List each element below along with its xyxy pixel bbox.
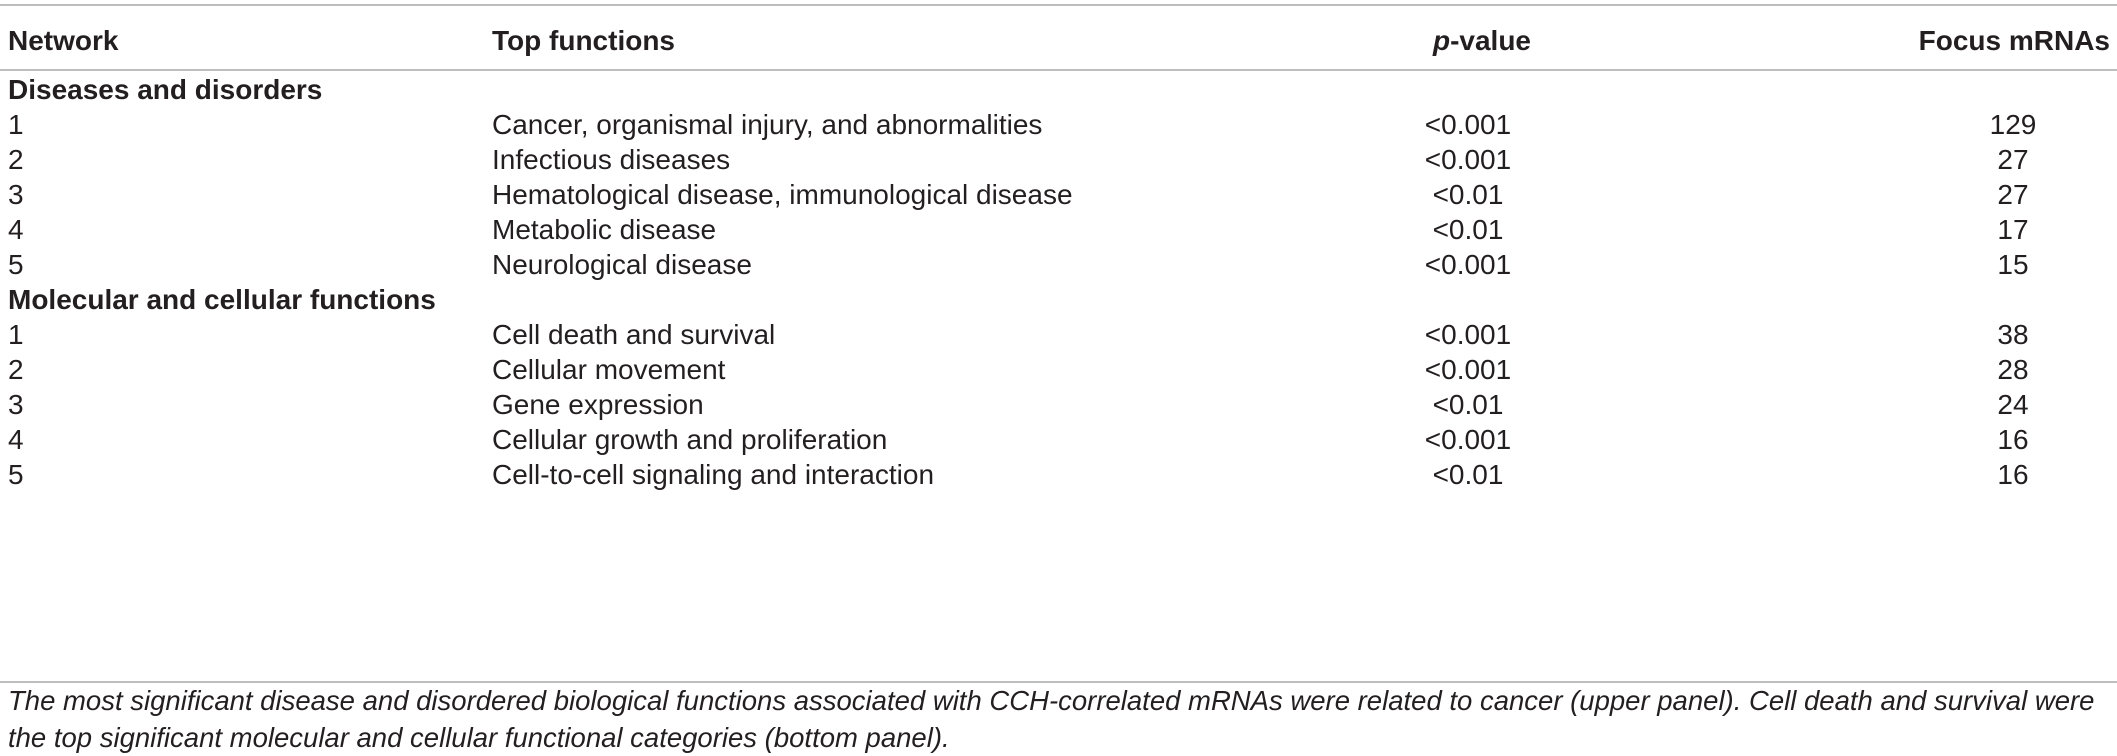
header-p-value [1362, 17, 1602, 64]
cell-network: 2 [8, 354, 24, 385]
cell-network: 3 [8, 389, 24, 420]
table-row [0, 451, 2117, 498]
cell-focus-mrnas: 16 [1997, 459, 2029, 490]
section-title: Molecular and cellular functions [8, 284, 436, 315]
cell-network: 2 [8, 144, 24, 175]
cell-p-value: <0.01 [1432, 179, 1504, 210]
cell-function: Cell death and survival [492, 319, 776, 350]
cell-function: Cellular growth and proliferation [492, 424, 888, 455]
header-p-italic: p [1432, 25, 1451, 56]
cell-focus-mrnas: 17 [1997, 214, 2029, 245]
cell-p-value: <0.001 [1424, 354, 1512, 385]
header-network: Network [8, 25, 119, 56]
cell-p-value: <0.001 [1424, 249, 1512, 280]
cell-function: Hematological disease, immunological disease [492, 179, 1073, 210]
header-focus-mrnas: Focus mRNAs [1918, 25, 2110, 56]
cell-function: Cell-to-cell signaling and interaction [492, 459, 935, 490]
cell-function: Gene expression [492, 389, 704, 420]
cell-p-value: <0.001 [1424, 109, 1512, 140]
cell-focus-mrnas: 28 [1997, 354, 2029, 385]
cell-network: 5 [8, 249, 24, 280]
cell-function: Infectious diseases [492, 144, 731, 175]
cell-function: Cancer, organismal injury, and abnormalities [492, 109, 1043, 140]
cell-network: 1 [8, 109, 24, 140]
cell-focus-mrnas: 24 [1997, 389, 2029, 420]
cell-p-value: <0.001 [1424, 424, 1512, 455]
cell-p-value: <0.01 [1432, 389, 1504, 420]
cell-p-value: <0.01 [1432, 459, 1504, 490]
cell-focus-mrnas: 16 [1997, 424, 2029, 455]
table-caption: The most significant disease and disordered biological functions associated with CCH-correlated mRNAs were related to cancer (upper panel). Cell death and survival were the top significant molecular and cellular functional categories (bottom panel). [8, 685, 2095, 753]
cell-p-value: <0.01 [1432, 214, 1504, 245]
section-title: Diseases and disorders [8, 74, 323, 105]
cell-function: Metabolic disease [492, 214, 717, 245]
cell-function: Cellular movement [492, 354, 726, 385]
cell-focus-mrnas: 15 [1997, 249, 2029, 280]
cell-p-value: <0.001 [1424, 319, 1512, 350]
cell-network: 3 [8, 179, 24, 210]
header-p-rest: -value [1450, 25, 1532, 56]
cell-focus-mrnas: 27 [1997, 179, 2029, 210]
cell-network: 1 [8, 319, 24, 350]
table-header-row [0, 17, 2117, 64]
cell-network: 4 [8, 424, 24, 455]
table-top-rule [0, 4, 2117, 6]
cell-focus-mrnas: 129 [1989, 109, 2037, 140]
cell-p-value: <0.001 [1424, 144, 1512, 175]
cell-focus-mrnas: 38 [1997, 319, 2029, 350]
header-top-functions: Top functions [492, 25, 675, 56]
cell-function: Neurological disease [492, 249, 752, 280]
cell-network: 4 [8, 214, 24, 245]
cell-network: 5 [8, 459, 24, 490]
cell-focus-mrnas: 27 [1997, 144, 2029, 175]
